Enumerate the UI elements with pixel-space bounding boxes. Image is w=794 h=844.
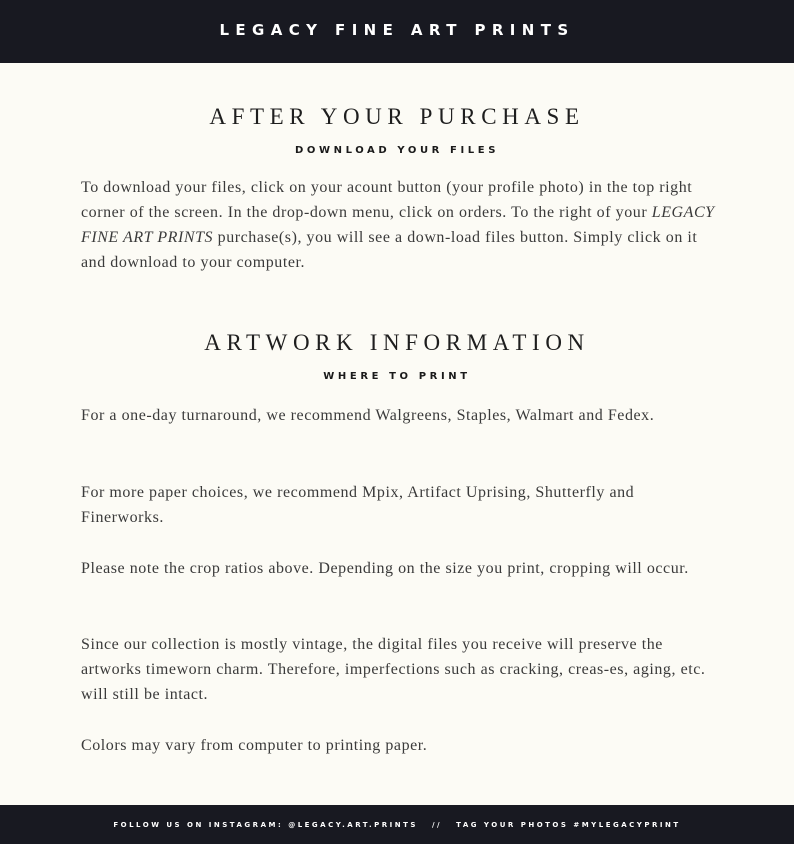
after-purchase-heading: AFTER YOUR PURCHASE: [209, 104, 585, 129]
download-files-subheading: DOWNLOAD YOUR FILES: [294, 145, 499, 156]
where-to-print-subheading: WHERE TO PRINT: [323, 371, 471, 382]
print-paragraph-paper: For more paper choices, we recommend Mpix, Artifact Uprising, Shutterfly and Finerworks.: [81, 484, 635, 526]
footer-separator: //: [431, 820, 443, 829]
hashtag-text: TAG YOUR PHOTOS #MYLEGACYPRINT: [456, 820, 681, 829]
print-paragraph-colors: Colors may vary from computer to printing paper.: [81, 737, 428, 754]
instagram-link[interactable]: FOLLOW US ON INSTAGRAM: @LEGACY.ART.PRINTS: [113, 820, 418, 829]
download-instructions: [81, 175, 717, 275]
download-text-after: purchase(s), you will see a down-load files button. Simply click on it and download to your computer.: [81, 229, 698, 271]
page-header: [0, 0, 794, 63]
print-paragraph-turnaround: For a one-day turnaround, we recommend Walgreens, Staples, Walmart and Fedex.: [81, 407, 655, 424]
brand-italic: LEGACY FINE ART PRINTS: [81, 204, 715, 246]
artwork-information-heading: ARTWORK INFORMATION: [204, 330, 590, 355]
print-paragraph-vintage: Since our collection is mostly vintage, the digital files you receive will preserve the artworks timeworn charm. Therefore, imperfections such as cracking, creas-es, aging, etc. will still be intact.: [81, 636, 706, 703]
brand-title: LEGACY FINE ART PRINTS: [219, 20, 575, 39]
download-text-before: To download your files, click on your acount button (your profile photo) in the top right corner of the screen. In the drop-down menu, click on orders. To the right of your: [81, 179, 693, 221]
page-footer: [0, 805, 794, 844]
print-paragraph-crop: Please note the crop ratios above. Depending on the size you print, cropping will occur.: [81, 560, 689, 577]
